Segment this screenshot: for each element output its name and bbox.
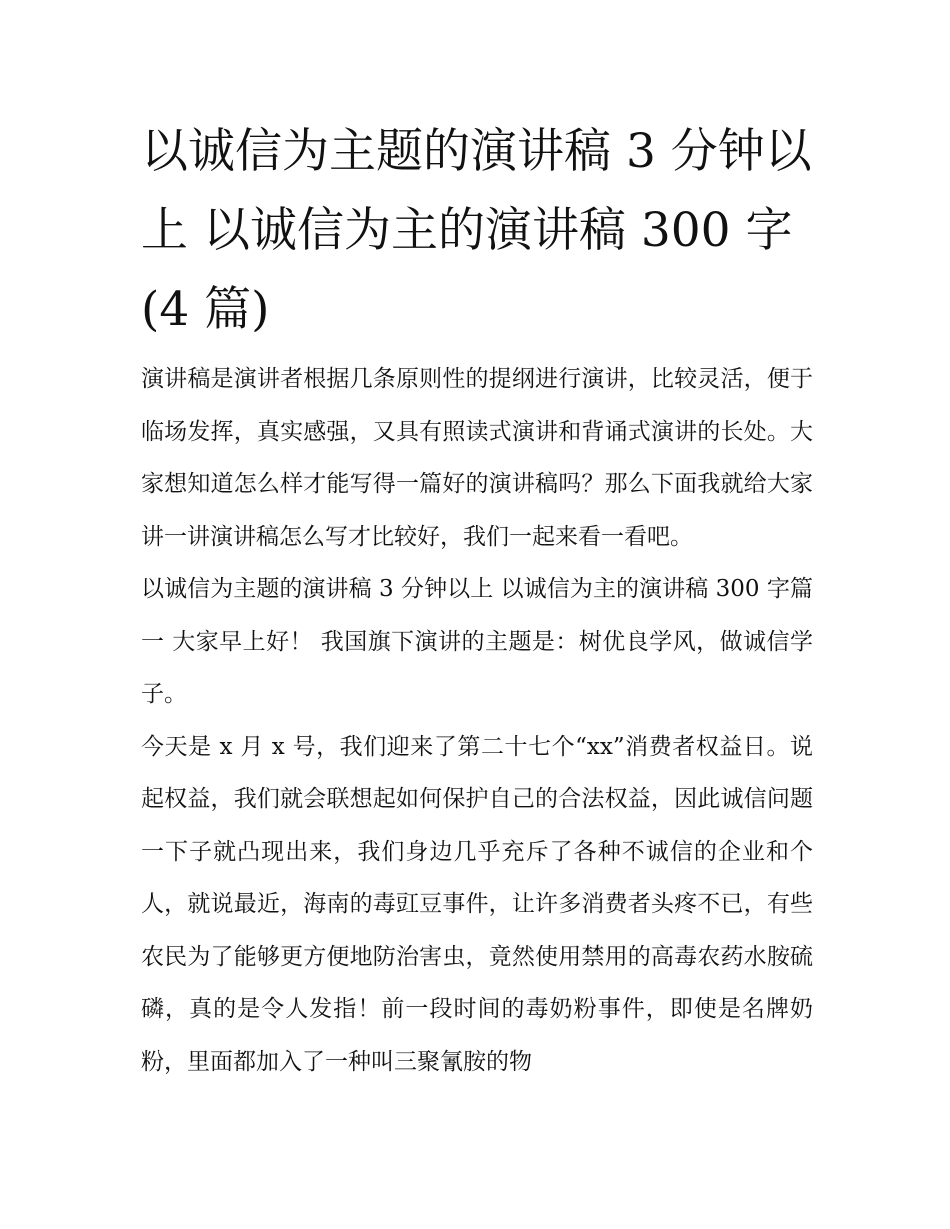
section-heading-paragraph: 以诚信为主题的演讲稿 3 分钟以上 以诚信为主的演讲稿 300 字篇一 大家早上好！ 我国旗下演讲的主题是：树优良学风，做诚信学子。 <box>141 576 813 707</box>
document-page <box>141 112 813 1088</box>
intro-paragraph: 演讲稿是演讲者根据几条原则性的提纲进行演讲，比较灵活，便于临场发挥，真实感强，又具有照读式演讲和背诵式演讲的长处。大家想知道怎么样才能写得一篇好的演讲稿吗？那么下面我就给大家讲一讲演讲稿怎么写才比较好，我们一起来看一看吧。 <box>141 366 813 550</box>
document-title: 以诚信为主题的演讲稿 3 分钟以上 以诚信为主的演讲稿 300 字(4 篇) <box>141 124 812 337</box>
body-paragraph: 今天是 x 月 x 号，我们迎来了第二十七个“xx”消费者权益日。说起权益，我们就会联想起如何保护自己的合法权益，因此诚信问题一下子就凸现出来，我们身边几乎充斥了各种不诚信的企业和个人，就说最近，海南的毒豇豆事件，让许多消费者头疼不已，有些农民为了能够更方便地防治害虫，竟然使用禁用的高毒农药水胺硫磷，真的是令人发指！前一段时间的毒奶粉事件，即使是名牌奶粉，里面都加入了一种叫三聚氰胺的物 <box>141 733 813 1075</box>
